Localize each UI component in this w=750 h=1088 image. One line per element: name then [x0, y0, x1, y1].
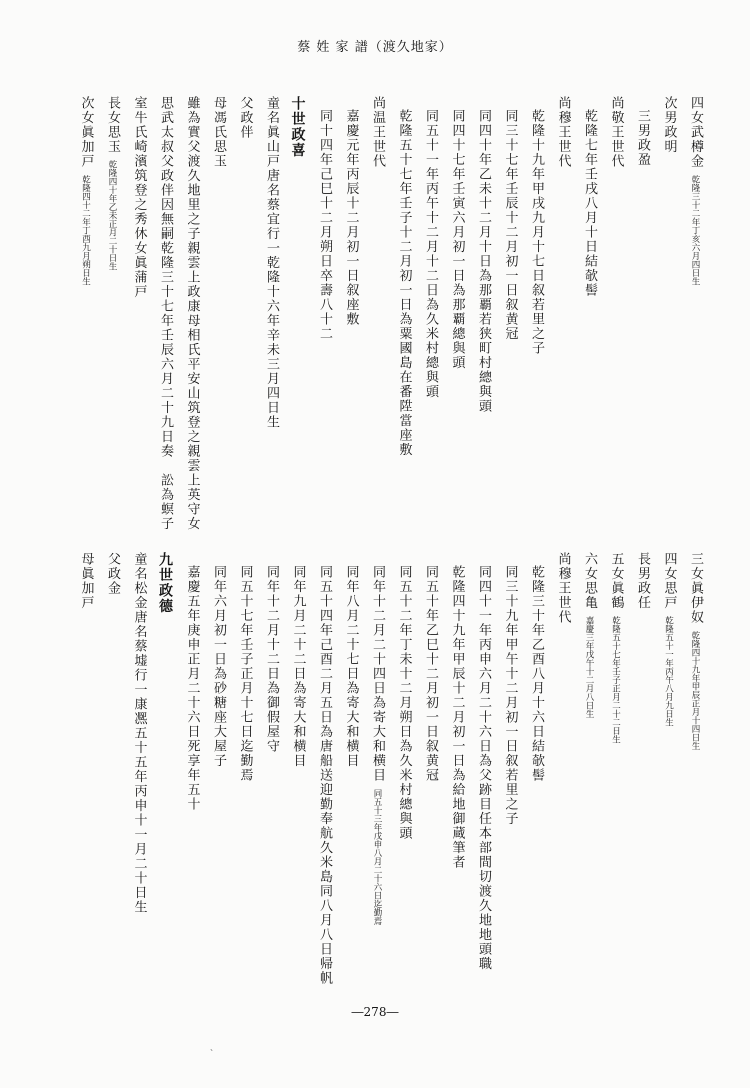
column-text: 五女眞鶴 [608, 552, 624, 610]
column-text: 乾隆四十九年甲辰十二月初一日為給地御蔵筆者 [449, 565, 465, 870]
column-text: 尚穆王世代 [555, 552, 571, 625]
text-column [523, 552, 550, 992]
text-column [364, 552, 391, 992]
text-column [443, 96, 470, 506]
column-text: 同五十年乙巳十二月初一日叙黄冠 [423, 565, 438, 783]
column-text: 乾隆七年壬戌八月十日結欹髻 [582, 109, 597, 298]
column-text: 次女眞加戸 [78, 96, 94, 169]
column-text: 母眞加戸 [78, 552, 94, 610]
text-column [337, 96, 364, 506]
column-text: 尚温王世代 [370, 96, 385, 169]
column-text: 童名松金唐名蔡墟行一康凞五十五年丙申十一月二十日生 [131, 552, 147, 915]
text-column [682, 552, 709, 992]
text-column [417, 96, 444, 506]
text-column [364, 96, 391, 506]
column-text: 六女思亀 [582, 552, 597, 610]
column-text: 十世政喜 [289, 96, 306, 158]
text-column [576, 552, 603, 992]
column-text: 三女眞伊奴 [688, 552, 703, 625]
text-column [470, 96, 497, 506]
text-column [390, 552, 417, 992]
text-column [258, 96, 285, 506]
column-text: 同十四年己巳十二月朔日卒壽八十二 [317, 109, 332, 341]
text-column [470, 552, 497, 992]
text-column [496, 552, 523, 992]
text-column [417, 552, 444, 992]
text-column [99, 96, 126, 506]
text-column [205, 552, 232, 992]
generation-heading [284, 96, 311, 506]
text-column [284, 552, 311, 992]
text-column [258, 552, 285, 992]
page-number: ―278― [351, 1005, 399, 1019]
column-text: 父政伴 [237, 96, 253, 140]
column-text: 同年十二月十二日為御假屋守 [264, 565, 279, 754]
column-text: 尚穆王世代 [555, 96, 571, 169]
column-text: 九世政德 [157, 552, 173, 614]
text-column [390, 96, 417, 506]
text-column [99, 552, 126, 992]
column-text: 乾隆三十年乙酉八月十六日結欹髻 [529, 565, 544, 783]
column-text: 長男政任 [635, 552, 650, 610]
column-text: 乾隆五十七年壬子十二月初一日為粟國島在番陞當座敷 [396, 109, 412, 457]
column-text: 雖為實父渡久地里之子親雲上政康母相氏平安山筑登之親雲上英守女 [184, 96, 200, 531]
text-column [178, 552, 205, 992]
text-column [231, 96, 258, 506]
column-text: 母馮氏思玉 [211, 96, 226, 169]
date-note: 嘉慶三年戊午十二月八日生 [584, 616, 594, 718]
column-text: 嘉慶五年庚申正月二十六日死享年五十 [184, 565, 200, 812]
date-note: 乾隆四十九年甲辰正月十四日生 [690, 630, 700, 750]
text-column [72, 96, 99, 506]
column-text: 長女思玉 [105, 96, 120, 154]
column-text: 同三十九年甲午十二月初一日叙若里之子 [502, 565, 518, 826]
column-text: 同四十年乙未十二月十日為那覇若狭町村總與頭 [476, 109, 491, 414]
column-text: 同年九月二十二日為寄大和横目 [290, 565, 306, 768]
column-text: 四女思戸 [661, 552, 677, 610]
column-text: 同四十七年壬寅六月初一日為那覇總與頭 [449, 109, 465, 370]
column-text: 同年八月二十七日為寄大和横目 [343, 565, 359, 768]
date-note: 同五十三年戊申八月二十六日迄勤焉 [372, 788, 382, 925]
date-note: 乾隆五十一年丙午八月九日生 [663, 616, 674, 727]
text-column [125, 552, 152, 992]
column-text: 四女武樽金 [688, 96, 703, 169]
column-text: 童名眞山戸唐名蔡宜行一乾隆十六年辛未三月四日生 [264, 96, 279, 430]
lower-text-block [28, 552, 708, 992]
text-column [629, 96, 656, 506]
date-note: 乾隆五十七年壬子正月二十二日生 [610, 616, 621, 744]
text-column [152, 96, 179, 531]
text-column [205, 96, 232, 506]
column-text: 同五十二年丁未十二月朔日為久米村總與頭 [396, 565, 412, 841]
upper-text-block [28, 96, 708, 531]
text-column [629, 552, 656, 992]
column-text: 同四十一年丙申六月二十六日為父跡目任本部間切渡久地地頭職 [476, 565, 491, 971]
text-column [72, 552, 99, 992]
text-column [311, 552, 338, 992]
text-column [549, 96, 576, 506]
date-note: 乾隆三十二年丁亥六月四日生 [690, 174, 700, 285]
column-text: 尚敬王世代 [608, 96, 624, 169]
stray-mark: 、 [210, 1043, 218, 1052]
text-column [337, 552, 364, 992]
text-column [443, 552, 470, 992]
text-column [655, 96, 682, 506]
column-text: 室牛氏崎濱筑登之秀休女眞蒲戸 [131, 96, 147, 299]
column-text: 次男政明 [661, 96, 677, 154]
column-text: 同五十一年丙午十二月十二日為久米村總與頭 [423, 109, 438, 399]
text-column [178, 96, 205, 531]
text-column [576, 96, 603, 506]
column-text: 同三十七年壬辰十二月初一日叙黄冠 [502, 109, 518, 341]
text-column [496, 96, 523, 506]
text-column [549, 552, 576, 992]
text-column [682, 96, 709, 506]
column-text: 同年十二月二十四日為寄大和横目 [370, 565, 385, 783]
column-text: 同五十四年己酉二月五日為唐船送迎勤奉航久米島同八月八日帰帆 [317, 565, 332, 986]
text-column [602, 96, 629, 506]
date-note: 乾隆四十二年丁酉九月朔日生 [80, 174, 91, 285]
text-column [311, 96, 338, 506]
text-column [655, 552, 682, 992]
date-note: 乾隆四十年乙未正月二十日生 [107, 160, 117, 271]
column-text: 三男政盈 [635, 109, 650, 167]
generation-heading [152, 552, 179, 992]
column-text: 乾隆十九年甲戌九月十七日叙若里之子 [529, 109, 544, 356]
text-column [523, 96, 550, 506]
column-text: 父政金 [105, 552, 120, 596]
text-column [602, 552, 629, 992]
page-header: 蔡 姓 家 譜（渡久地家） [297, 40, 453, 55]
column-text: 嘉慶元年丙辰十二月初一日叙座敷 [343, 109, 359, 327]
text-column [125, 96, 152, 506]
column-text: 思武太叔父政伴因無嗣乾隆三十七年壬辰六月二十九日奏 訟為螟子 [158, 96, 173, 531]
text-column [231, 552, 258, 992]
column-text: 同年六月初一日為砂糖座大屋子 [211, 565, 226, 768]
column-text: 同五十七年壬子正月十七日迄勤焉 [237, 565, 253, 783]
